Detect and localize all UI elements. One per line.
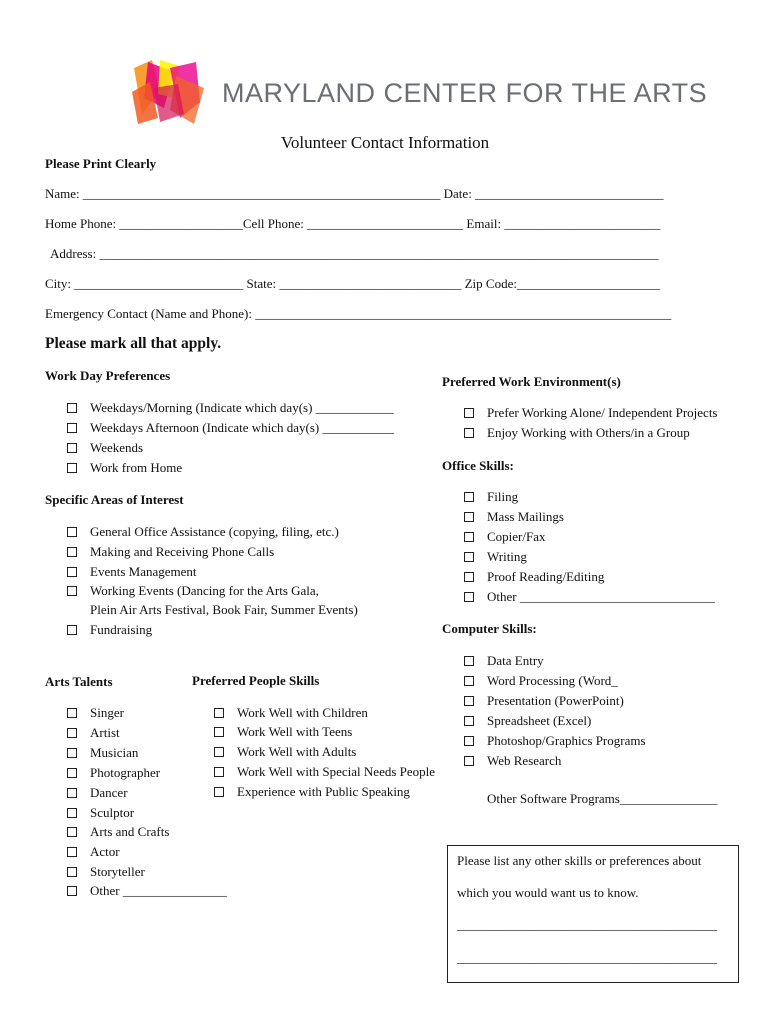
checkbox-icon[interactable] — [464, 428, 474, 438]
checkbox-icon[interactable] — [464, 756, 474, 766]
work-day-heading: Work Day Preferences — [45, 368, 171, 383]
checkbox-item[interactable]: Data Entry — [464, 651, 544, 671]
checkbox-item[interactable]: Work Well with Teens — [214, 722, 352, 742]
checkbox-item[interactable]: Work Well with Children — [214, 703, 368, 723]
checkbox-icon[interactable] — [214, 727, 224, 737]
checkbox-item[interactable]: Other ______________________________ — [464, 587, 715, 607]
org-name: MARYLAND CENTER FOR THE ARTS — [222, 78, 708, 108]
checkbox-item[interactable]: Photographer — [67, 763, 160, 783]
checkbox-icon[interactable] — [464, 492, 474, 502]
checkbox-item[interactable]: Storyteller — [67, 862, 145, 882]
checkbox-item[interactable]: Actor — [67, 842, 120, 862]
address-field[interactable]: Address: ______________________________________________________________________________________ — [50, 246, 659, 261]
checkbox-item[interactable]: Weekends — [67, 438, 143, 458]
computer-skills-heading: Computer Skills: — [442, 621, 537, 636]
checkbox-icon[interactable] — [67, 847, 77, 857]
checkbox-item[interactable]: Work from Home — [67, 458, 182, 478]
notes-blank-line[interactable]: ________________________________________ — [457, 950, 717, 965]
checkbox-item[interactable]: Copier/Fax — [464, 527, 546, 547]
checkbox-icon[interactable] — [67, 867, 77, 877]
checkbox-icon[interactable] — [464, 532, 474, 542]
checkbox-icon[interactable] — [67, 728, 77, 738]
checkbox-item[interactable]: Work Well with Special Needs People — [214, 762, 435, 782]
checkbox-item[interactable]: Weekdays Afternoon (Indicate which day(s) ___________ — [67, 418, 394, 438]
checkbox-icon[interactable] — [67, 748, 77, 758]
checkbox-icon[interactable] — [464, 696, 474, 706]
city-state-zip-field[interactable]: City: __________________________ State: ____________________________ Zip Code:______________________ — [45, 276, 660, 291]
checkbox-item[interactable]: Photoshop/Graphics Programs — [464, 731, 646, 751]
checkbox-item[interactable]: General Office Assistance (copying, filing, etc.) — [67, 522, 339, 542]
checkbox-icon[interactable] — [67, 567, 77, 577]
checkbox-icon[interactable] — [67, 403, 77, 413]
arts-talents-heading: Arts Talents — [45, 674, 113, 689]
emergency-contact-field[interactable]: Emergency Contact (Name and Phone): ________________________________________________________________ — [45, 306, 672, 321]
checkbox-item[interactable]: Mass Mailings — [464, 507, 564, 527]
checkbox-icon[interactable] — [464, 512, 474, 522]
interest-continuation: Plein Air Arts Festival, Book Fair, Summer Events) — [90, 602, 358, 617]
environment-heading: Preferred Work Environment(s) — [442, 374, 621, 389]
checkbox-item[interactable]: Arts and Crafts — [67, 822, 169, 842]
notes-prompt-line1: Please list any other skills or preferences about — [457, 853, 702, 868]
other-software-field[interactable]: Other Software Programs_______________ — [487, 791, 718, 806]
print-instruction: Please Print Clearly — [45, 156, 157, 171]
checkbox-item[interactable]: Enjoy Working with Others/in a Group — [464, 423, 690, 443]
checkbox-icon[interactable] — [464, 408, 474, 418]
checkbox-icon[interactable] — [214, 747, 224, 757]
maryland-arts-logo-icon — [130, 58, 206, 126]
checkbox-item[interactable]: Work Well with Adults — [214, 742, 356, 762]
checkbox-item[interactable]: Other ________________ — [67, 881, 227, 901]
name-date-field[interactable]: Name: _______________________________________________________ Date: _____________________________ — [45, 186, 664, 201]
checkbox-item[interactable]: Word Processing (Word_ — [464, 671, 618, 691]
checkbox-icon[interactable] — [67, 586, 77, 596]
form-title: Volunteer Contact Information — [280, 133, 490, 152]
checkbox-icon[interactable] — [214, 787, 224, 797]
notes-prompt-line2: which you would want us to know. — [457, 885, 639, 900]
checkbox-icon[interactable] — [464, 572, 474, 582]
checkbox-item[interactable]: Presentation (PowerPoint) — [464, 691, 624, 711]
checkbox-icon[interactable] — [67, 443, 77, 453]
checkbox-item[interactable]: Web Research — [464, 751, 561, 771]
checkbox-icon[interactable] — [67, 708, 77, 718]
checkbox-icon[interactable] — [214, 708, 224, 718]
checkbox-icon[interactable] — [67, 768, 77, 778]
checkbox-item[interactable]: Weekdays/Morning (Indicate which day(s) ____________ — [67, 398, 394, 418]
checkbox-item[interactable]: Spreadsheet (Excel) — [464, 711, 591, 731]
checkbox-item[interactable]: Dancer — [67, 783, 128, 803]
checkbox-icon[interactable] — [464, 676, 474, 686]
checkbox-item[interactable]: Writing — [464, 547, 527, 567]
checkbox-item[interactable]: Making and Receiving Phone Calls — [67, 542, 274, 562]
checkbox-item[interactable]: Singer — [67, 703, 124, 723]
checkbox-item[interactable]: Artist — [67, 723, 120, 743]
checkbox-icon[interactable] — [464, 656, 474, 666]
checkbox-icon[interactable] — [464, 736, 474, 746]
checkbox-item[interactable]: Filing — [464, 487, 518, 507]
office-skills-heading: Office Skills: — [442, 458, 514, 473]
checkbox-item[interactable]: Events Management — [67, 562, 197, 582]
checkbox-item[interactable]: Musician — [67, 743, 138, 763]
people-skills-heading: Preferred People Skills — [192, 673, 320, 688]
interests-heading: Specific Areas of Interest — [45, 492, 184, 507]
phone-email-field[interactable]: Home Phone: ___________________Cell Phone: ________________________ Email: ________________________ — [45, 216, 661, 231]
checkbox-icon[interactable] — [67, 463, 77, 473]
checkbox-icon[interactable] — [67, 827, 77, 837]
checkbox-item[interactable]: Sculptor — [67, 803, 134, 823]
checkbox-icon[interactable] — [67, 788, 77, 798]
checkbox-icon[interactable] — [464, 552, 474, 562]
checkbox-icon[interactable] — [67, 886, 77, 896]
checkbox-icon[interactable] — [464, 716, 474, 726]
mark-all-heading: Please mark all that apply. — [45, 335, 222, 352]
checkbox-icon[interactable] — [464, 592, 474, 602]
checkbox-item[interactable]: Working Events (Dancing for the Arts Gala, — [67, 581, 319, 601]
checkbox-item[interactable]: Prefer Working Alone/ Independent Projects — [464, 403, 718, 423]
checkbox-icon[interactable] — [67, 625, 77, 635]
notes-blank-line[interactable]: ________________________________________ — [457, 917, 717, 932]
checkbox-item[interactable]: Proof Reading/Editing — [464, 567, 604, 587]
checkbox-icon[interactable] — [67, 527, 77, 537]
checkbox-icon[interactable] — [214, 767, 224, 777]
checkbox-item[interactable]: Fundraising — [67, 620, 152, 640]
checkbox-item[interactable]: Experience with Public Speaking — [214, 782, 410, 802]
checkbox-icon[interactable] — [67, 423, 77, 433]
checkbox-icon[interactable] — [67, 808, 77, 818]
checkbox-icon[interactable] — [67, 547, 77, 557]
